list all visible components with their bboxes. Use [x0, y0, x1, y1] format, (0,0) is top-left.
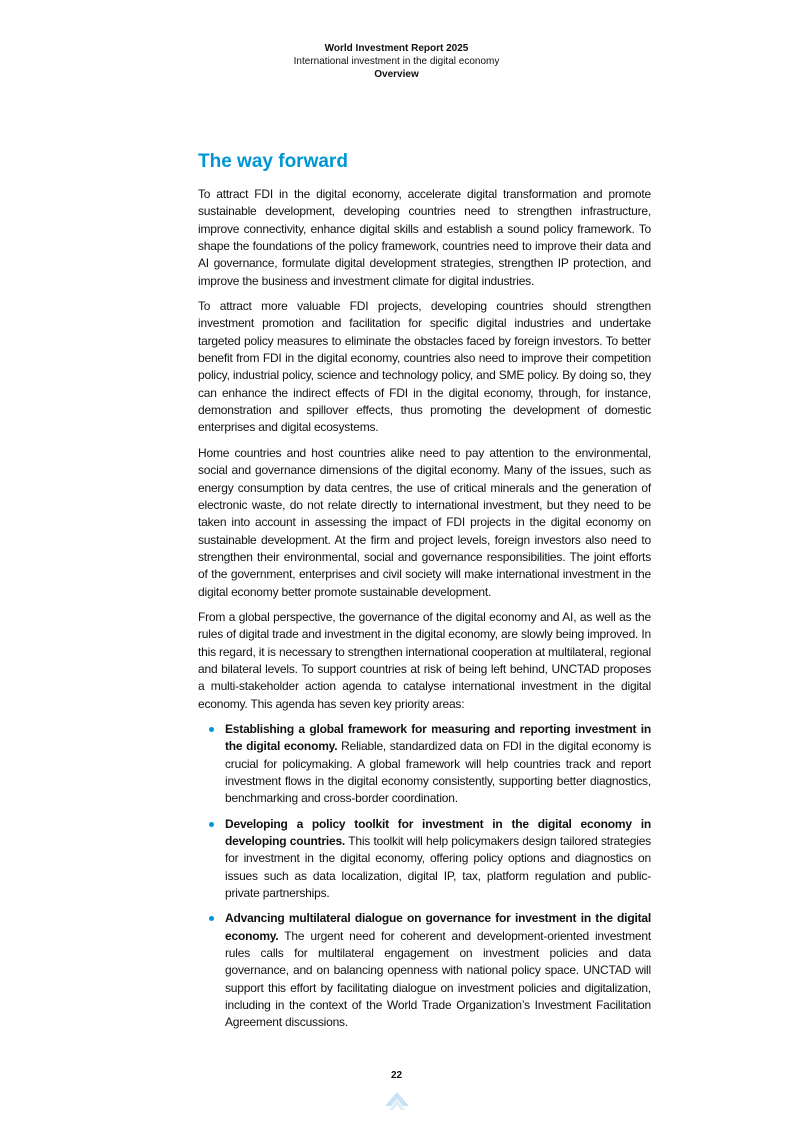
list-item [198, 910, 651, 1031]
page-number: 22 [390, 1070, 403, 1081]
running-header [0, 42, 793, 81]
list-item-text: This toolkit will help policymakers design tailored strategies for investment in the digital economy, offering policy options and diagnostics on issues such as data localization, digital IP, tax, platform regulation and public-private partnerships. [225, 834, 651, 901]
paragraph: Home countries and host countries alike need to pay attention to the environmental, social and governance dimensions of the digital economy. Many of the issues, such as energy consumption by data centres, the use of critical minerals and the generation of electronic waste, do not relate directly to international investment, but they need to be taken into account in assessing the impact of FDI projects in the digital economy on sustainable development. At the firm and project levels, foreign investors also need to strengthen their environmental, social and governance responsibilities. The joint efforts of the government, enterprises and civil society will make international investment in the digital economy better promote sustainable development. [198, 445, 651, 599]
list-item [198, 816, 651, 903]
list-item-lead: Establishing a global framework for measuring and reporting investment in the digital economy. [225, 721, 651, 754]
report-title: World Investment Report 2025 [324, 43, 469, 54]
paragraph: To attract FDI in the digital economy, accelerate digital transformation and promote sustainable development, developing countries need to strengthen infrastructure, improve connectivity, enhance digital skills and establish a sound policy framework. To shape the foundations of the policy framework, countries need to improve their data and AI governance, formulate digital development strategies, strengthen IP protection, and improve the business and investment climate for digital industries. [198, 187, 651, 288]
list-item-text: Reliable, standardized data on FDI in the digital economy is crucial for policymaking. A global framework will help countries track and report investment flows in the digital economy consistently, supporting better diagnostics, benchmarking and cross-border coordination. [225, 739, 651, 806]
list-item [198, 721, 651, 808]
priority-list [198, 721, 651, 1032]
list-item-lead: Developing a policy toolkit for investment in the digital economy in developing countries. [225, 816, 651, 849]
report-subtitle: International investment in the digital economy [293, 56, 500, 67]
bullet-icon [209, 822, 214, 827]
bullet-icon [209, 916, 214, 921]
section-label: Overview [374, 69, 419, 80]
list-item-text: The urgent need for coherent and development-oriented investment rules calls for multilateral engagement on investment policies and data governance, and on balancing openness with national policy space. UNCTAD will support this effort by facilitating dialogue on investment policies and digitalization, including in the context of the World Trade Organization’s Investment Facilitation Agreement discussions. [225, 928, 651, 1030]
paragraph: From a global perspective, the governance of the digital economy and AI, as well as the rules of digital trade and investment in the digital economy, are slowly being improved. In this regard, it is necessary to strengthen international cooperation at multilateral, regional and bilateral levels. To support countries at risk of being left behind, UNCTAD proposes a multi-stakeholder action agenda to catalyse international investment in the digital economy. This agenda has seven key priority areas: [198, 609, 651, 711]
chevron-up-icon[interactable] [384, 1090, 410, 1114]
section-title: The way forward [198, 151, 348, 172]
bullet-icon [209, 727, 214, 732]
paragraph: To attract more valuable FDI projects, developing countries should strengthen investment promotion and facilitation for specific digital industries and undertake targeted policy measures to eliminate the obstacles faced by foreign investors. To better benefit from FDI in the digital economy, countries also need to improve their competition policy, industrial policy, science and technology policy, and SME policy. By doing so, they can enhance the indirect effects of FDI in the digital economy, through, for instance, demonstration and spillover effects, thus promoting the development of domestic enterprises and digital ecosystems. [198, 299, 651, 435]
list-item-lead: Advancing multilateral dialogue on governance for investment in the digital economy. [225, 911, 651, 943]
main-content [198, 150, 651, 1040]
